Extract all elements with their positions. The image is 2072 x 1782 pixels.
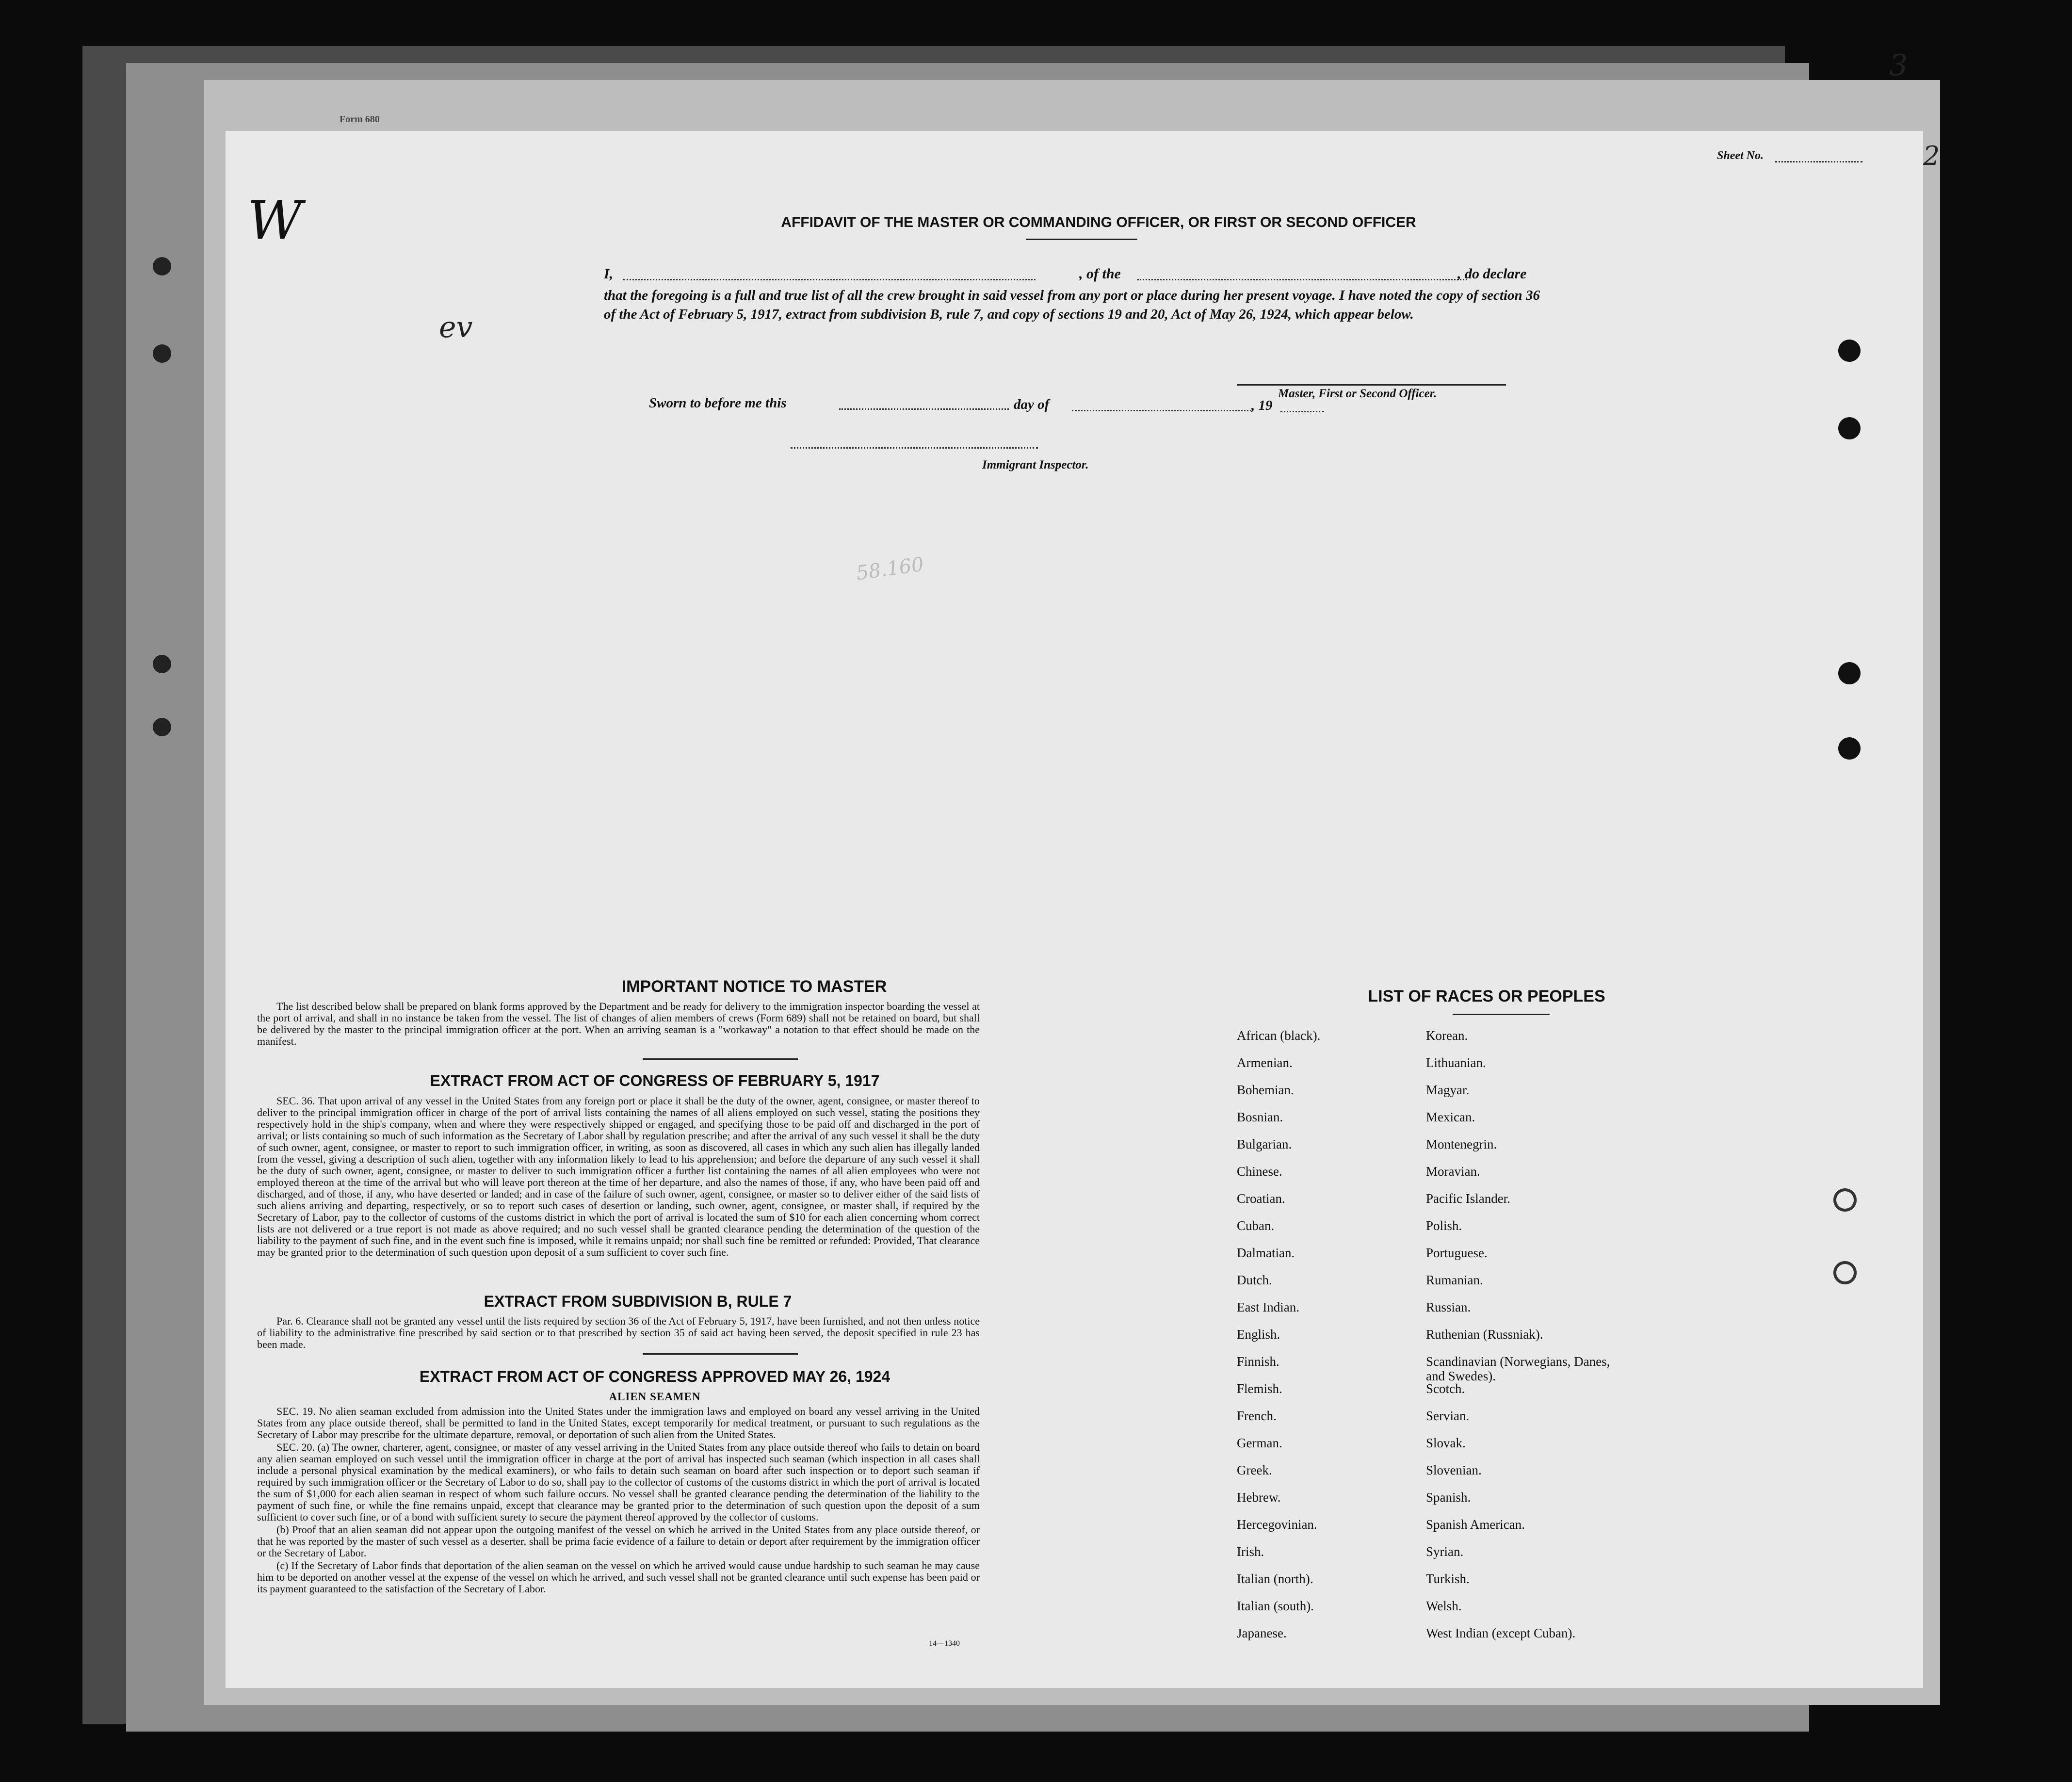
race-item: Greek. (1237, 1463, 1272, 1477)
race-item: Mexican. (1426, 1110, 1475, 1124)
race-item: Hercegovinian. (1237, 1517, 1317, 1532)
sworn-year-field (1280, 411, 1324, 412)
race-item: Bulgarian. (1237, 1137, 1292, 1151)
race-item: Montenegrin. (1426, 1137, 1497, 1151)
race-item: Pacific Islander. (1426, 1191, 1510, 1206)
sheet-number-label (1717, 149, 1764, 162)
master-signature-label: Master, First or Second Officer. (1278, 387, 1437, 400)
section-divider (643, 1058, 798, 1060)
races-title: LIST OF RACES OR PEOPLES (1368, 987, 1605, 1005)
race-item: English. (1237, 1327, 1280, 1342)
race-item: Turkish. (1426, 1571, 1470, 1586)
form-number-label: Form 680 (340, 114, 380, 125)
race-item: Japanese. (1237, 1626, 1287, 1640)
notice-title: IMPORTANT NOTICE TO MASTER (621, 977, 887, 996)
sec20b-paragraph: (b) Proof that an alien seaman did not appear upon the outgoing manifest of the vessel on which he arrived in the United States from any place outside thereof, or that he was reported by the master of such vessel as a deserter, shall be prima facie evidence of a failure to detain or deport after requirement by the immigration officer or the Secretary of Labor. (257, 1523, 980, 1559)
handwritten-mark-ev: ev (439, 310, 473, 344)
race-item: Finnish. (1237, 1354, 1279, 1369)
punch-hole-icon (1838, 340, 1861, 362)
race-item: Moravian. (1426, 1164, 1480, 1179)
race-item: Italian (north). (1237, 1571, 1313, 1586)
punch-hole-icon (1838, 737, 1861, 760)
race-item: Cuban. (1237, 1218, 1275, 1233)
bleed-through-number: 58.160 (855, 553, 925, 585)
race-item: German. (1237, 1436, 1282, 1450)
year-label: , 19 (1251, 398, 1273, 413)
affidavit-declare-label: , do declare (1457, 266, 1527, 282)
race-item: Flemish. (1237, 1381, 1282, 1396)
affidavit-i-label: I, (604, 266, 614, 282)
sworn-day-field (839, 408, 1009, 410)
extract-1917-text (257, 1095, 980, 1259)
race-item: Armenian. (1237, 1055, 1293, 1070)
extract-1924-text (257, 1406, 980, 1596)
extract-1917-title: EXTRACT FROM ACT OF CONGRESS OF FEBRUARY 5, 1917 (430, 1072, 880, 1089)
inspector-signature-label: Immigrant Inspector. (982, 458, 1089, 471)
extract-rule7-text (257, 1315, 980, 1351)
race-item: Portuguese. (1426, 1246, 1488, 1260)
sec19-paragraph: SEC. 19. No alien seaman excluded from admission into the United States under the immigration laws and employed on board any vessel arriving in the United States from any place outside thereof, shall be permitted to land in the United States, except temporarily for medical treatment, or pursuant to such regulations as the Secretary of Labor may prescribe for the ultimate departure, removal, or deportation of such alien from the United States. (257, 1405, 980, 1441)
races-left-column (1237, 1028, 1402, 1659)
races-title-rule (1453, 1014, 1550, 1015)
races-right-column (1426, 1028, 1668, 1659)
race-item: East Indian. (1237, 1300, 1299, 1314)
day-of-label: day of (1014, 397, 1050, 412)
extract-1917-paragraph: SEC. 36. That upon arrival of any vessel in the United States from any foreign port or place it shall be the duty of the owner, agent, consignee, or master thereof to deliver to the principal immigration officer in charge of the port of arrival lists containing the names of all aliens employed on such vessel, stating the positions they respectively hold in the ship's company, when and where they were respectively shipped or engaged, and specifying those to be paid off and discharged in the port of arrival; or lists containing so much of such information as the Secretary of Labor shall by regulation prescribe; and after the arrival of any such vessel it shall be the duty of such owner, agent, consignee, or master to report to such immigration officer, in writing, as soon as discovered, all cases in which any such alien has illegally landed from the vessel, giving a description of such alien, together with any information likely to lead to his apprehension; and before the departure of any such vessel it shall be the duty of such owner, agent, consignee, or master to deliver to such immigration officer a further list containing the names of all alien employees who were not employed thereon at the time of the arrival but who will leave port thereon at the time of her departure, and also the names of those, if any, who have been paid off and discharged, and of those, if any, who have deserted or landed; and in case of the failure of such owner, agent, consignee, or master so to deliver either of the said lists of such aliens arriving and departing, respectively, or so to report such cases of desertion or landing, such owner, agent, consignee, or master shall, if required by the Secretary of Labor, pay to the collector of customs of the customs district in which the port of arrival is located the sum of $10 for each alien concerning whom correct lists are not delivered or a true report is not made as above required; and no such vessel shall be granted clearance pending the determination of the question of the liability to the payment of such fine, and in the event such fine is imposed, while it remains unpaid; nor shall such fine be remitted or refunded: Provided, That clearance may be granted prior to the determination of such question upon deposit of a sum sufficient to cover such fine. (257, 1095, 980, 1258)
race-item: Lithuanian. (1426, 1055, 1486, 1070)
notice-paragraph: The list described below shall be prepared on blank forms approved by the Department and be ready for delivery to the immigration inspector boarding the vessel at the port of arrival, and shall in no instance be taken from the vessel. The list of changes of alien members of crews (Form 689) shall not be retained on board, but shall be delivered by the master to the principal immigration officer at the port. When an arriving seaman is a "workaway" a notation to that effect should be made on the manifest. (257, 1000, 980, 1047)
document-page (226, 131, 1940, 1688)
race-item: Servian. (1426, 1409, 1470, 1423)
race-item: Russian. (1426, 1300, 1471, 1314)
race-item: Spanish. (1426, 1490, 1471, 1505)
race-item: French. (1237, 1409, 1277, 1423)
race-item: Magyar. (1426, 1083, 1470, 1097)
sworn-label: Sworn to before me this (649, 395, 787, 411)
race-item: Spanish American. (1426, 1517, 1525, 1532)
extract-rule7-title: EXTRACT FROM SUBDIVISION B, RULE 7 (484, 1293, 792, 1310)
race-item: Scotch. (1426, 1381, 1465, 1396)
race-item: Dutch. (1237, 1273, 1272, 1287)
race-item: Bosnian. (1237, 1110, 1283, 1124)
print-code: 14—1340 (929, 1639, 960, 1648)
race-item: Korean. (1426, 1028, 1468, 1043)
vessel-name-field (1137, 279, 1467, 280)
punch-hole-icon (153, 655, 171, 673)
race-item: Croatian. (1237, 1191, 1285, 1206)
affidavit-title: AFFIDAVIT OF THE MASTER OR COMMANDING OFFICER, OR FIRST OR SECOND OFFICER (781, 214, 1416, 230)
inspector-signature-field (791, 447, 1038, 449)
affidavit-of-the-label: , of the (1079, 266, 1121, 282)
sec20a-paragraph: SEC. 20. (a) The owner, charterer, agent, consignee, or master of any vessel arriving in the United States from any place outside thereof who fails to detain on board any alien seaman employed on such vessel until the immigration officer in charge at the port of arrival has inspected such seaman (which inspection in all cases shall include a personal physical examination by the medical examiners), or who fails to detain such seaman on board after such inspection or to deport such seaman if required by such immigration officer or the Secretary of Labor to do so, shall pay to the collector of customs of the customs district in which the port of arrival is located the sum of $1,000 for each alien seaman in respect of whom such failure occurs. No vessel shall be granted clearance pending the determination of the liability to the payment of such fine, or while the fine remains unpaid, except that clearance may be granted prior to the determination of such question upon the deposit of a sum sufficient to cover such fine, or of a bond with sufficient surety to secure the payment thereof approved by the collector of customs. (257, 1441, 980, 1523)
sheet-number-text: Sheet No. (1717, 149, 1764, 162)
punch-hole-icon (1833, 1261, 1857, 1284)
race-item: Syrian. (1426, 1544, 1464, 1559)
race-item: Dalmatian. (1237, 1246, 1295, 1260)
extract-1924-subtitle: ALIEN SEAMEN (609, 1391, 701, 1403)
race-item: Slovak. (1426, 1436, 1466, 1450)
sec20c-paragraph: (c) If the Secretary of Labor finds that deportation of the alien seaman on the vessel on which he arrived would cause undue hardship to such seaman he may cause him to be deported on another vessel at the expense of the vessel on which he arrived, and such vessel shall not be granted clearance until such expense has been paid or its payment guaranteed to the satisfaction of the Secretary of Labor. (257, 1559, 980, 1595)
race-item: Bohemian. (1237, 1083, 1294, 1097)
master-signature-line (1237, 384, 1506, 386)
race-item: Italian (south). (1237, 1599, 1314, 1613)
punch-hole-icon (153, 344, 171, 363)
punch-hole-icon (1833, 1188, 1857, 1212)
punch-hole-icon (1838, 662, 1861, 684)
affidavit-title-rule (1026, 239, 1137, 240)
race-item: Chinese. (1237, 1164, 1282, 1179)
race-item: African (black). (1237, 1028, 1321, 1043)
handwritten-mark-w: W (247, 189, 303, 251)
race-item: Scandinavian (Norwegians, Danes, and Swedes). (1426, 1354, 1610, 1383)
notice-text (257, 1001, 980, 1048)
race-item: Ruthenian (Russniak). (1426, 1327, 1543, 1342)
handwritten-mark-3: 3 (1889, 49, 1908, 82)
race-item: Hebrew. (1237, 1490, 1281, 1505)
handwritten-mark-2: 2 (1923, 141, 1940, 171)
race-item: Rumanian. (1426, 1273, 1483, 1287)
section-divider (643, 1353, 798, 1355)
race-item: Polish. (1426, 1218, 1462, 1233)
race-item: Welsh. (1426, 1599, 1462, 1613)
extract-1924-title: EXTRACT FROM ACT OF CONGRESS APPROVED MAY 26, 1924 (419, 1368, 890, 1385)
sheet-number-field (1775, 161, 1862, 162)
race-item: Irish. (1237, 1544, 1264, 1559)
officer-name-field (623, 279, 1036, 280)
race-item: West Indian (except Cuban). (1426, 1626, 1576, 1640)
sworn-month-field (1072, 410, 1251, 411)
punch-hole-icon (153, 718, 171, 736)
punch-hole-icon (1838, 417, 1861, 439)
race-item: Slovenian. (1426, 1463, 1482, 1477)
punch-hole-icon (153, 257, 171, 275)
affidavit-body: that the foregoing is a full and true list of all the crew brought in said vessel from any port or place during her present voyage. I have noted the copy of section 36 of the Act of February 5, 1917, extract from subdivision B, rule 7, and copy of sections 19 and 20, Act of May 26, 1924, which appear below. (604, 288, 1540, 322)
extract-rule7-paragraph: Par. 6. Clearance shall not be granted any vessel until the lists required by section 36 of the Act of February 5, 1917, have been furnished, and not then unless notice of liability to the administrative fine prescribed by said section or to that prescribed by section 35 of said act having been served, the deposit specified in rule 23 has been made. (257, 1315, 980, 1350)
